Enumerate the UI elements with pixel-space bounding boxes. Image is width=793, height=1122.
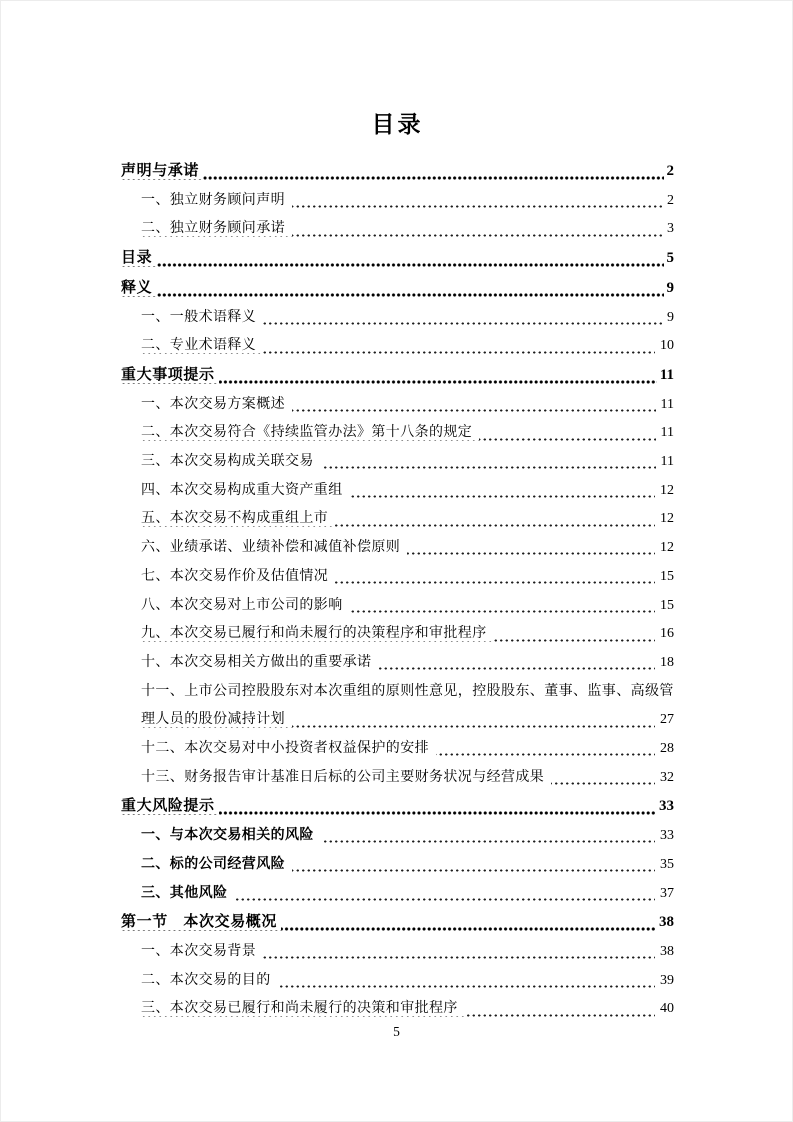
- toc-entry-text: 重大风险提示: [121, 798, 219, 814]
- toc-entry-page-number: 10: [655, 332, 674, 361]
- toc-entry-text: 一、本次交易方案概述: [141, 397, 292, 412]
- toc-entry-page-number: 40: [655, 995, 674, 1024]
- toc-entry-text: 释义: [121, 280, 156, 296]
- toc-entry-page-number: 2: [662, 187, 674, 216]
- toc-entry: [141, 477, 674, 506]
- toc-entry-text: 目录: [121, 250, 156, 266]
- toc-entry-text: 二、独立财务顾问承诺: [141, 221, 292, 236]
- toc-entry-text: 五、本次交易不构成重组上市: [141, 511, 335, 526]
- toc-entry: [141, 678, 674, 735]
- document-title: 目录: [371, 112, 424, 137]
- toc-entry-text: 四、本次交易构成重大资产重组: [141, 483, 350, 498]
- toc-entry: [141, 534, 674, 563]
- toc-entry-text: 二、本次交易符合《持续监管办法》第十八条的规定: [141, 425, 479, 440]
- toc-entry-text: 一、独立财务顾问声明: [141, 193, 292, 208]
- toc-entry-page-number: 38: [655, 938, 674, 967]
- toc-entry-text: 三、本次交易已履行和尚未履行的决策和审批程序: [141, 1001, 465, 1016]
- toc-entry: [141, 187, 674, 216]
- toc-entry-text: 十、本次交易相关方做出的重要承诺: [141, 655, 378, 670]
- toc-entry: [141, 967, 674, 996]
- toc-entry-page-number: 38: [656, 908, 674, 937]
- toc-entry: [141, 938, 674, 967]
- toc-entry: [141, 419, 674, 448]
- toc-entry: [141, 304, 674, 333]
- toc-entry: [121, 792, 674, 822]
- toc-entry: [141, 563, 674, 592]
- toc-entry: [141, 391, 674, 420]
- toc-entry: [141, 332, 674, 361]
- toc-entry: [141, 822, 674, 851]
- toc-entry-page-number: 33: [655, 822, 674, 851]
- toc-entry-page-number: 9: [664, 274, 675, 303]
- toc-entry-text: 七、本次交易作价及估值情况: [141, 569, 335, 584]
- toc-entry-page-number: 18: [655, 649, 674, 678]
- toc-entry: [141, 505, 674, 534]
- toc-entry-text: 二、标的公司经营风险: [141, 857, 292, 872]
- toc-entry: [141, 851, 674, 880]
- toc-entry-page-number: 12: [655, 505, 674, 534]
- toc-entry: [141, 735, 674, 764]
- toc-entry-text: 声明与承诺: [121, 163, 203, 179]
- toc-entry: [141, 880, 674, 909]
- toc-entry-page-number: 11: [656, 419, 674, 448]
- toc-entry-text: 六、业绩承诺、业绩补偿和减值补偿原则: [141, 540, 407, 555]
- toc-entry: [141, 592, 674, 621]
- toc-entry-page-number: 39: [655, 967, 674, 996]
- toc-entry-page-number: 32: [655, 764, 674, 793]
- toc-entry-text: 二、专业术语释义: [141, 338, 263, 353]
- toc-entry: [141, 764, 674, 793]
- toc-entry: [141, 995, 674, 1024]
- toc-entry-page-number: 2: [664, 157, 675, 186]
- toc-entry-page-number: 15: [655, 563, 674, 592]
- toc-entry-text: 九、本次交易已履行和尚未履行的决策程序和审批程序: [141, 626, 494, 641]
- toc-entry-page-number: 12: [655, 477, 674, 506]
- toc-entry-text: 一、一般术语释义: [141, 310, 263, 325]
- toc-entry-page-number: 27: [655, 706, 674, 735]
- toc-entry: [141, 649, 674, 678]
- toc-entry-page-number: 11: [657, 361, 674, 390]
- toc-entry: [141, 448, 674, 477]
- toc-entry: [121, 361, 674, 391]
- toc-entry-page-number: 35: [655, 851, 674, 880]
- toc-entry: [121, 157, 674, 187]
- toc-entry-page-number: 5: [664, 244, 675, 273]
- toc-entry: [121, 244, 674, 274]
- toc-entry-page-number: 11: [656, 448, 674, 477]
- toc-entry-text: 一、与本次交易相关的风险: [141, 828, 321, 843]
- toc-entry-text: 十三、财务报告审计基准日后标的公司主要财务状况与经营成果: [141, 770, 551, 785]
- toc-entry-text: 八、本次交易对上市公司的影响: [141, 598, 350, 613]
- toc-entry-text: 三、其他风险: [141, 886, 234, 901]
- toc-entry-page-number: 33: [656, 792, 674, 821]
- toc-entry-page-number: 11: [656, 391, 674, 420]
- toc-entry-page-number: 15: [655, 592, 674, 621]
- toc-entry-text: 十一、上市公司控股股东对本次重组的原则性意见，控股股东、董事、监事、高级管理人员的股份减持计划: [141, 683, 674, 728]
- toc-entry-text: 十二、本次交易对中小投资者权益保护的安排: [141, 741, 436, 756]
- toc-entry-text: 一、本次交易背景: [141, 944, 263, 959]
- toc-entry-page-number: 37: [655, 880, 674, 909]
- toc-entry-text: 重大事项提示: [121, 367, 219, 383]
- toc-entry: [141, 620, 674, 649]
- toc-entry-page-number: 12: [655, 534, 674, 563]
- toc-entry-text: 第一节 本次交易概况: [121, 914, 281, 930]
- toc-entry: [121, 908, 674, 938]
- toc-entry-text: 二、本次交易的目的: [141, 973, 278, 988]
- toc-entry-text: 三、本次交易构成关联交易: [141, 454, 321, 469]
- toc-list: [121, 157, 674, 1024]
- toc-entry-page-number: 3: [662, 215, 674, 244]
- toc-entry-page-number: 28: [655, 735, 674, 764]
- toc-entry: [121, 274, 674, 304]
- page-number-footer: 5: [393, 1024, 400, 1039]
- toc-entry: [141, 215, 674, 244]
- toc-entry-page-number: 16: [655, 620, 674, 649]
- toc-content: [121, 108, 674, 1024]
- toc-entry-page-number: 9: [662, 304, 674, 333]
